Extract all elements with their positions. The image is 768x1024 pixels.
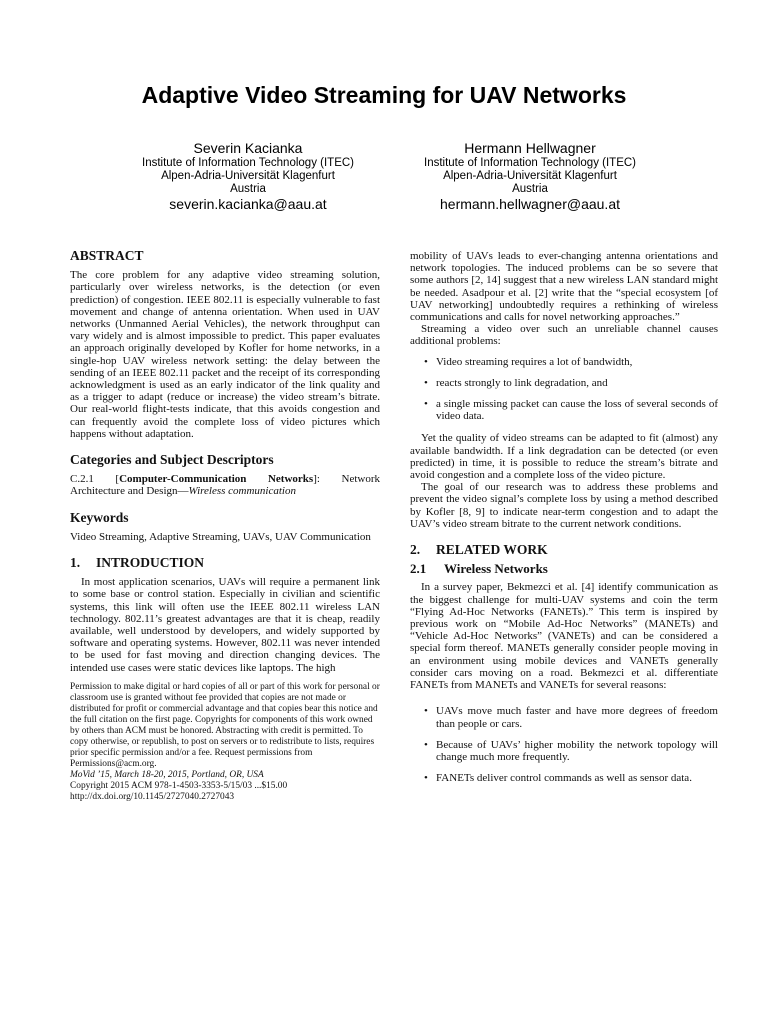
intro-heading — [70, 557, 380, 569]
bullet-icon: • — [424, 376, 428, 389]
intro-paragraph-3: Streaming a video over such an unreliable channel causes additional problems: — [410, 323, 718, 348]
intro-bullet-list — [410, 356, 718, 423]
wireless-networks-heading — [410, 563, 718, 575]
author-name: Severin Kacianka — [193, 140, 303, 156]
category-rest: ]: Network Architecture and Design— — [70, 473, 380, 498]
conference-line: MoVid ’15, March 18-20, 2015, Portland, OR, USA — [70, 769, 264, 780]
bullet-icon: • — [424, 705, 428, 718]
paper-title: Adaptive Video Streaming for UAV Networks — [141, 82, 627, 108]
list-item: • FANETs deliver control commands as well as sensor data. — [424, 772, 692, 785]
intro-paragraph-5: The goal of our research was to address these problems and prevent the video signal’s complete loss by using a method described by Kofler [8, 9] to indicate near-term congestion and to adapt the UAV’s video stream bitrate to the current network conditions. — [410, 481, 718, 530]
intro-paragraph-2: mobility of UAVs leads to ever-changing antenna orientations and network topologies. The induced problems can be so severe that some authors [2, 14] suggest that a new wireless LAN standard might be needed. Asadpour et al. [2] write that the “special ecosystem [of UAV networking] undoubtedly requires a rethinking of wireless communications and calls for novel networking approaches.” — [410, 250, 718, 324]
permission-text: Permission to make digital or hard copies of all or part of this work for personal or classroom use is granted without fee provided that copies are not made or distributed for profit or commercial advantage and that copies bear this notice and the full citation on the first page. Copyrights for components of this work owned by others than ACM must be honored. Abstracting with credit is permitted. To copy otherwise, or republish, to post on servers or to redistribute to lists, requires prior specific permission and/or a fee. Request permissions from Permissions@acm.org. — [70, 681, 380, 769]
categories-text — [70, 473, 380, 497]
subsection-number: 2.1 — [410, 561, 427, 577]
abstract-heading: ABSTRACT — [70, 248, 144, 263]
bullet-icon: • — [424, 738, 428, 751]
author-university: Alpen-Adria-Universität Klagenfurt — [161, 170, 335, 182]
author-block-1 — [98, 140, 398, 213]
author-institute: Institute of Information Technology (ITEC) — [142, 157, 354, 169]
keywords-text: Video Streaming, Adaptive Streaming, UAVs, UAV Communication — [70, 530, 371, 543]
categories-heading: Categories and Subject Descriptors — [70, 452, 274, 468]
category-bold: Computer-Communication Networks — [119, 473, 314, 486]
author-name: Hermann Hellwagner — [464, 140, 596, 156]
category-code: C.2.1 [ — [70, 473, 120, 486]
bullet-icon: • — [424, 355, 428, 368]
section-title: INTRODUCTION — [96, 555, 205, 571]
section-title: RELATED WORK — [436, 542, 548, 558]
list-item: • Video streaming requires a lot of bandwidth, — [424, 355, 633, 368]
list-item: • UAVs move much faster and have more degrees of freedom than people or cars. — [424, 705, 718, 730]
section-number: 1. — [70, 555, 81, 571]
list-item: • a single missing packet can cause the loss of several seconds of video data. — [424, 398, 718, 423]
left-column — [70, 250, 380, 803]
author-country: Austria — [230, 183, 266, 195]
section-number: 2. — [410, 542, 421, 558]
category-italic: Wireless communication — [188, 485, 296, 498]
bullet-icon: • — [424, 772, 428, 785]
related-paragraph-1: In a survey paper, Bekmezci et al. [4] identify communication as the biggest challenge for multi-UAV systems and coin the term “Flying Ad-Hoc Networks (FANETs).” This term is inspired by previous work on “Mobile Ad-Hoc Networks” (MANETs) and “Vehicle Ad-Hoc Networks” (VANETs) and can be considered a special form thereof. MANETs generally consider people moving in an environment using mobile devices and VANETs generally consider cars moving on a road. Bekmezci et al. differentiate FANETs from MANETs and VANETs for several reasons: — [410, 581, 718, 692]
author-block-2 — [380, 140, 680, 213]
abstract-text: The core problem for any adaptive video streaming solution, particularly over wireless networks, is the detection (or even prediction) of congestion. IEEE 802.11 is especially vulnerable to fast movement and change of antenna orientation. When used in UAV networks (Unmanned Aerial Vehicles), the network throughput can vary widely and is almost impossible to predict. This paper evaluates an approach originally developed by Kofler for home networks, in a single-hop UAV wireless network setting: the delay between the sending of an IEEE 802.11 packet and the receipt of its corresponding acknowledgment is used as an early indicator of the link quality and as a trigger to adapt (reduce or increase) the video stream’s bitrate. Our real-world flight-tests indicate, that this avoids congestion and can frequently avoid the complete loss of video pictures which happens without adaptation. — [70, 269, 380, 440]
intro-paragraph-4: Yet the quality of video streams can be adapted to fit (almost) any available bandwidth. If a link degradation can be detected (or even predicted) in time, it is possible to reduce the stream’s bitrate and avoid congestion and a complete loss of the video picture. — [410, 432, 718, 482]
related-bullet-list — [410, 705, 718, 784]
right-column — [410, 250, 718, 794]
author-country: Austria — [512, 183, 548, 195]
copyright-line: Copyright 2015 ACM 978-1-4503-3353-5/15/03 ...$15.00 — [70, 780, 288, 791]
bullet-icon: • — [424, 398, 428, 411]
author-email: hermann.hellwagner@aau.at — [440, 196, 620, 212]
keywords-heading: Keywords — [70, 509, 129, 525]
doi-line: http://dx.doi.org/10.1145/2727040.2727043 — [70, 791, 235, 802]
subsection-title: Wireless Networks — [444, 561, 548, 577]
intro-paragraph-1: In most application scenarios, UAVs will require a permanent link to some base or control station. Especially in civilian and scientific systems, this link will often use the IEEE 802.11 wireless LAN technology. 802.11’s greatest advantages are that it is cheap, readily available, well understood by developers, and widely supported by software and operating systems. However, 802.11 was never intended to be used for fast moving and direction changing devices. The intended use cases were static devices like laptops. The high — [70, 576, 380, 674]
permission-notice — [70, 682, 380, 803]
list-item: • Because of UAVs’ higher mobility the network topology will change much more frequently. — [424, 738, 718, 763]
author-university: Alpen-Adria-Universität Klagenfurt — [443, 170, 617, 182]
list-item: • reacts strongly to link degradation, and — [424, 376, 608, 389]
author-institute: Institute of Information Technology (ITEC) — [424, 157, 636, 169]
related-work-heading — [410, 544, 718, 556]
author-email: severin.kacianka@aau.at — [169, 196, 327, 212]
